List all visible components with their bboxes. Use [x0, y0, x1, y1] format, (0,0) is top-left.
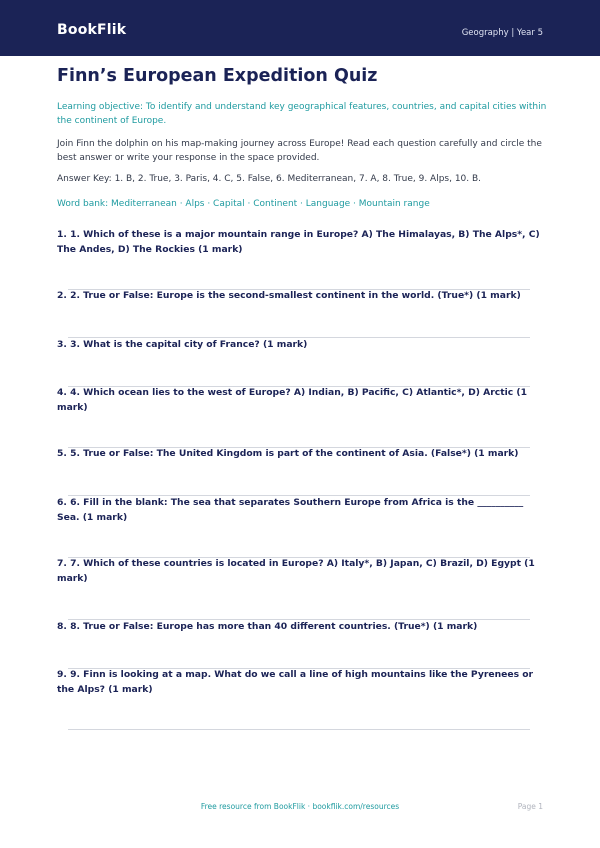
question-3: 3. 3. What is the capital city of France? (1 mark): [57, 339, 308, 350]
question-2: 2. 2. True or False: Europe is the second-smallest continent in the world. (True*) (1 mark): [57, 290, 521, 301]
word-bank: Word bank: Mediterranean · Alps · Capital · Continent · Language · Mountain range: [57, 199, 430, 209]
answer-line-9[interactable]: [68, 729, 530, 730]
question-4: 4. 4. Which ocean lies to the west of Europe? A) Indian, B) Pacific, C) Atlantic*, D) Arctic (1 mark): [57, 387, 527, 413]
question-6: 6. 6. Fill in the blank: The sea that separates Southern Europe from Africa is the __________ Sea. (1 mark): [57, 497, 524, 523]
question-8: 8. 8. True or False: Europe has more than 40 different countries. (True*) (1 mark): [57, 621, 478, 632]
footer-source-link[interactable]: Free resource from BookFlik · bookflik.com/resources: [200, 802, 400, 811]
question-9: 9. 9. Finn is looking at a map. What do we call a line of high mountains like the Pyrenees or the Alps? (1 mark): [57, 669, 534, 695]
learning-objective: Learning objective: To identify and understand key geographical features, countries, and capital cities within the continent of Europe.: [57, 102, 547, 126]
intro-text: Join Finn the dolphin on his map-making journey across Europe! Read each question carefully and circle the best answer or write your response in the space provided.: [57, 139, 542, 163]
brand-logo: BookFlik: [57, 22, 127, 38]
answer-key: Answer Key: 1. B, 2. True, 3. Paris, 4. C, 5. False, 6. Mediterranean, 7. A, 8. True, 9. Alps, 10. B.: [57, 174, 482, 184]
question-1: 1. 1. Which of these is a major mountain range in Europe? A) The Himalayas, B) The Alps*, C) The Andes, D) The Rockies (1 mark): [57, 229, 540, 255]
subject-year-label: Geography | Year 5: [461, 28, 543, 38]
page-title: Finn’s European Expedition Quiz: [57, 66, 378, 86]
question-5: 5. 5. True or False: The United Kingdom is part of the continent of Asia. (False*) (1 mark): [57, 448, 519, 459]
question-7: 7. 7. Which of these countries is located in Europe? A) Italy*, B) Japan, C) Brazil, D) Egypt (1 mark): [57, 558, 535, 584]
page-header: [0, 0, 600, 56]
page-number: Page 1: [517, 802, 543, 811]
